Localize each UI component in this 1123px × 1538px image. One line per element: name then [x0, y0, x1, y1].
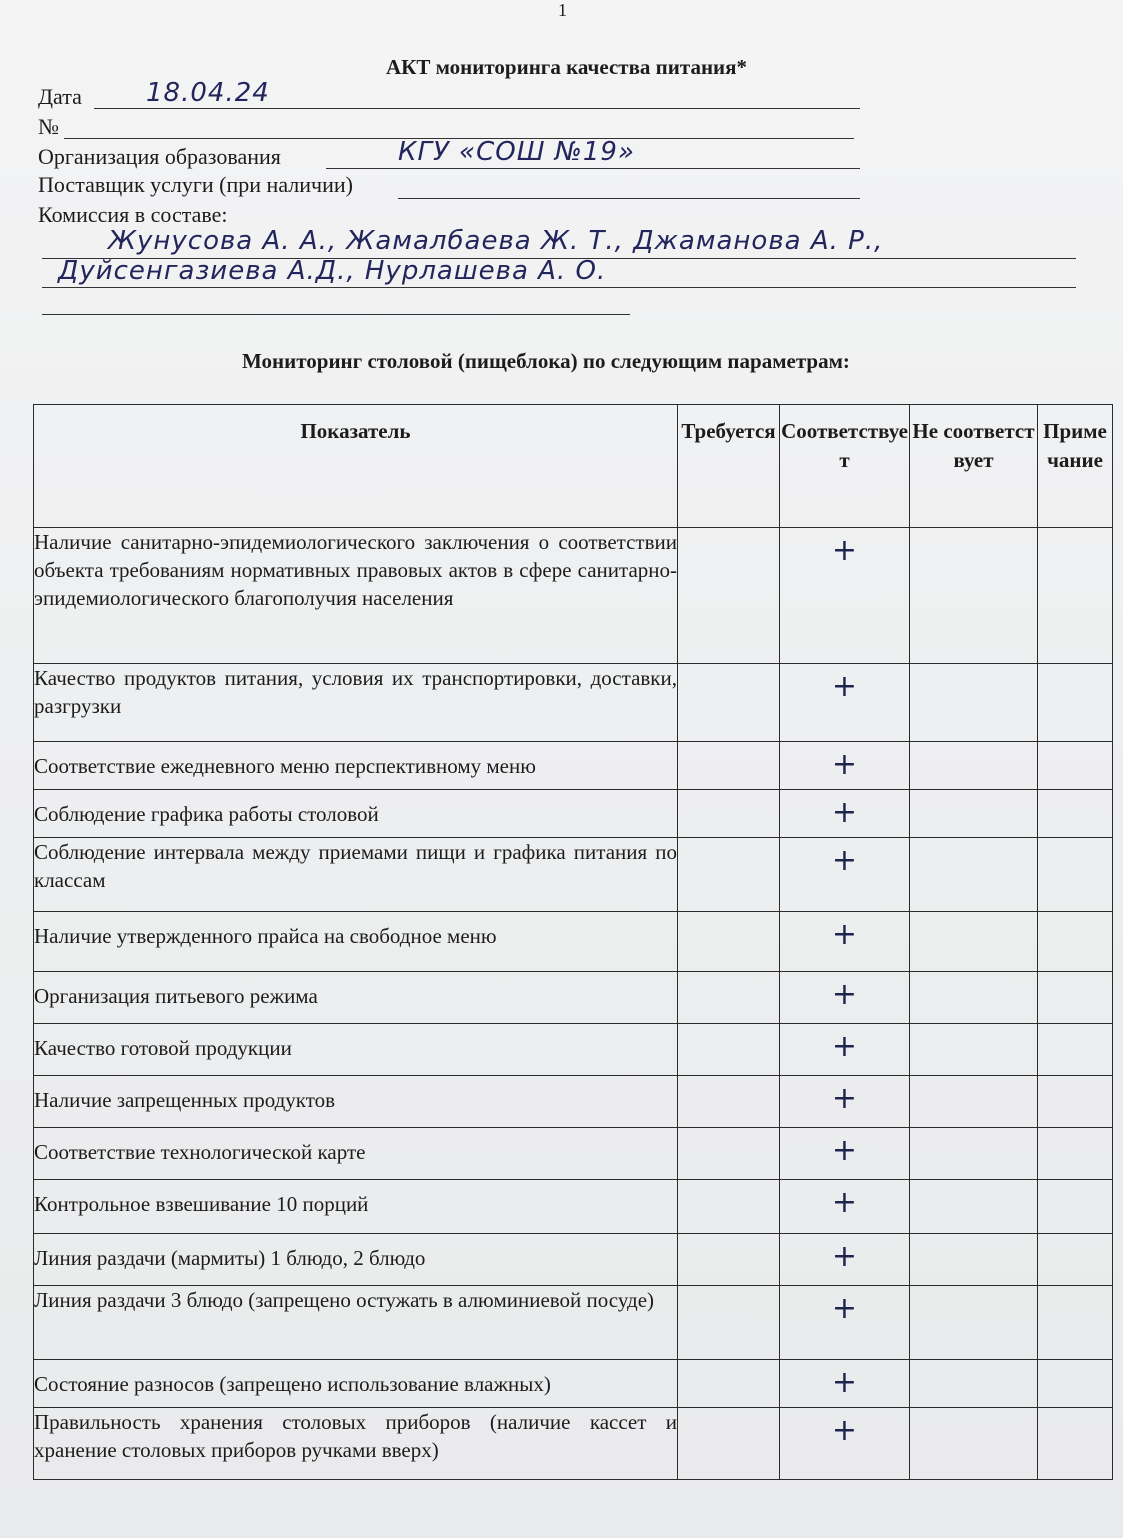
note-cell — [1038, 528, 1113, 664]
complies-cell — [780, 1024, 910, 1076]
complies-cell — [780, 912, 910, 972]
table-row — [34, 1024, 1113, 1076]
required-cell — [678, 838, 780, 912]
commission-members-line2: Дуйсенгазиева А.Д., Нурлашева А. О. — [58, 256, 607, 286]
checkmark-plus: + — [831, 747, 858, 782]
row-indicator: Соответствие ежедневного меню перспективному меню — [34, 742, 678, 790]
checkmark-plus: + — [831, 1185, 858, 1220]
not-complies-cell — [910, 528, 1038, 664]
supplier-label: Поставщик услуги (при наличии) — [38, 172, 353, 197]
table-row — [34, 972, 1113, 1024]
required-cell — [678, 1360, 780, 1408]
note-cell — [1038, 1024, 1113, 1076]
complies-cell — [780, 1076, 910, 1128]
row-indicator: Линия раздачи 3 блюдо (запрещено остужать в алюминиевой посуде) — [34, 1286, 678, 1360]
checkmark-plus: + — [831, 1239, 858, 1274]
complies-cell — [780, 972, 910, 1024]
note-cell — [1038, 664, 1113, 742]
required-cell — [678, 972, 780, 1024]
commission-label: Комиссия в составе: — [38, 202, 228, 227]
complies-cell — [780, 1180, 910, 1234]
table-row — [34, 664, 1113, 742]
not-complies-cell — [910, 1128, 1038, 1180]
not-complies-cell — [910, 790, 1038, 838]
required-cell — [678, 912, 780, 972]
commission-underline-2 — [42, 287, 1076, 288]
required-cell — [678, 742, 780, 790]
org-value: КГУ «СОШ №19» — [398, 137, 635, 167]
row-indicator: Организация питьевого режима — [34, 972, 678, 1024]
row-indicator: Правильность хранения столовых приборов (наличие кассет и хранение столовых приборов ручками вверх) — [34, 1408, 678, 1480]
checkmark-plus: + — [831, 1133, 858, 1168]
required-cell — [678, 1076, 780, 1128]
document-title: АКТ мониторинга качества питания* — [386, 55, 747, 79]
not-complies-cell — [910, 972, 1038, 1024]
not-complies-cell — [910, 1180, 1038, 1234]
checkmark-plus: + — [831, 917, 858, 952]
row-indicator: Состояние разносов (запрещено использование влажных) — [34, 1360, 678, 1408]
note-cell — [1038, 1076, 1113, 1128]
not-complies-cell — [910, 1234, 1038, 1286]
note-cell — [1038, 912, 1113, 972]
not-complies-cell — [910, 1024, 1038, 1076]
not-complies-cell — [910, 664, 1038, 742]
required-cell — [678, 528, 780, 664]
date-value: 18.04.24 — [146, 78, 270, 108]
note-cell — [1038, 1408, 1113, 1480]
complies-cell — [780, 790, 910, 838]
checkmark-plus: + — [831, 977, 858, 1012]
note-cell — [1038, 742, 1113, 790]
row-indicator: Качество продуктов питания, условия их транспортировки, доставки, разгрузки — [34, 664, 678, 742]
table-row — [34, 912, 1113, 972]
header-complies: Соответствует — [780, 405, 910, 528]
complies-cell — [780, 528, 910, 664]
required-cell — [678, 1286, 780, 1360]
checkmark-plus: + — [831, 533, 858, 568]
not-complies-cell — [910, 742, 1038, 790]
header-indicator: Показатель — [34, 405, 678, 528]
table-row — [34, 1076, 1113, 1128]
required-cell — [678, 1234, 780, 1286]
note-cell — [1038, 972, 1113, 1024]
table-row — [34, 742, 1113, 790]
row-indicator: Соблюдение интервала между приемами пищи и графика питания по классам — [34, 838, 678, 912]
checkmark-plus: + — [831, 843, 858, 878]
table-row — [34, 1180, 1113, 1234]
row-indicator: Качество готовой продукции — [34, 1024, 678, 1076]
complies-cell — [780, 1128, 910, 1180]
table-header-row — [34, 405, 1113, 528]
checkmark-plus: + — [831, 1029, 858, 1064]
required-cell — [678, 664, 780, 742]
supplier-underline — [398, 198, 860, 199]
table-row — [34, 1408, 1113, 1480]
not-complies-cell — [910, 838, 1038, 912]
row-indicator: Соблюдение графика работы столовой — [34, 790, 678, 838]
complies-cell — [780, 742, 910, 790]
row-indicator: Соответствие технологической карте — [34, 1128, 678, 1180]
checkmark-plus: + — [831, 1413, 858, 1448]
required-cell — [678, 1128, 780, 1180]
complies-cell — [780, 1360, 910, 1408]
row-indicator: Наличие утвержденного прайса на свободное меню — [34, 912, 678, 972]
complies-cell — [780, 1408, 910, 1480]
complies-cell — [780, 664, 910, 742]
row-indicator: Наличие санитарно-эпидемиологического заключения о соответствии объекта требованиям нормативных правовых актов в сфере санитарно-эпидемиологического благополучия населения — [34, 528, 678, 664]
table-row — [34, 1234, 1113, 1286]
not-complies-cell — [910, 1286, 1038, 1360]
number-label: № — [38, 114, 59, 139]
table-row — [34, 838, 1113, 912]
checkmark-plus: + — [831, 795, 858, 830]
header-required: Требуется — [678, 405, 780, 528]
table-row — [34, 790, 1113, 838]
header-not-complies: Не соответствует — [910, 405, 1038, 528]
row-indicator: Наличие запрещенных продуктов — [34, 1076, 678, 1128]
row-indicator: Контрольное взвешивание 10 порций — [34, 1180, 678, 1234]
commission-underline-3 — [42, 314, 630, 315]
not-complies-cell — [910, 912, 1038, 972]
date-label: Дата — [38, 84, 82, 109]
complies-cell — [780, 838, 910, 912]
date-underline — [94, 108, 860, 109]
note-cell — [1038, 1360, 1113, 1408]
monitoring-table — [33, 404, 1113, 1480]
table-row — [34, 1286, 1113, 1360]
note-cell — [1038, 838, 1113, 912]
note-cell — [1038, 1128, 1113, 1180]
required-cell — [678, 1024, 780, 1076]
note-cell — [1038, 1234, 1113, 1286]
section-subtitle: Мониторинг столовой (пищеблока) по следующим параметрам: — [242, 349, 850, 373]
not-complies-cell — [910, 1076, 1038, 1128]
row-indicator: Линия раздачи (мармиты) 1 блюдо, 2 блюдо — [34, 1234, 678, 1286]
not-complies-cell — [910, 1408, 1038, 1480]
org-label: Организация образования — [38, 144, 281, 169]
checkmark-plus: + — [831, 1291, 858, 1326]
table-row — [34, 528, 1113, 664]
required-cell — [678, 790, 780, 838]
table-row — [34, 1360, 1113, 1408]
org-underline — [326, 168, 860, 169]
not-complies-cell — [910, 1360, 1038, 1408]
checkmark-plus: + — [831, 1365, 858, 1400]
header-note: Примечание — [1038, 405, 1113, 528]
required-cell — [678, 1180, 780, 1234]
page-number: 1 — [558, 0, 567, 20]
required-cell — [678, 1408, 780, 1480]
commission-members-line1: Жунусова А. А., Жамалбаева Ж. Т., Джаманова А. Р., — [108, 226, 884, 256]
checkmark-plus: + — [831, 669, 858, 704]
note-cell — [1038, 1286, 1113, 1360]
complies-cell — [780, 1234, 910, 1286]
checkmark-plus: + — [831, 1081, 858, 1116]
note-cell — [1038, 1180, 1113, 1234]
table-row — [34, 1128, 1113, 1180]
note-cell — [1038, 790, 1113, 838]
complies-cell — [780, 1286, 910, 1360]
